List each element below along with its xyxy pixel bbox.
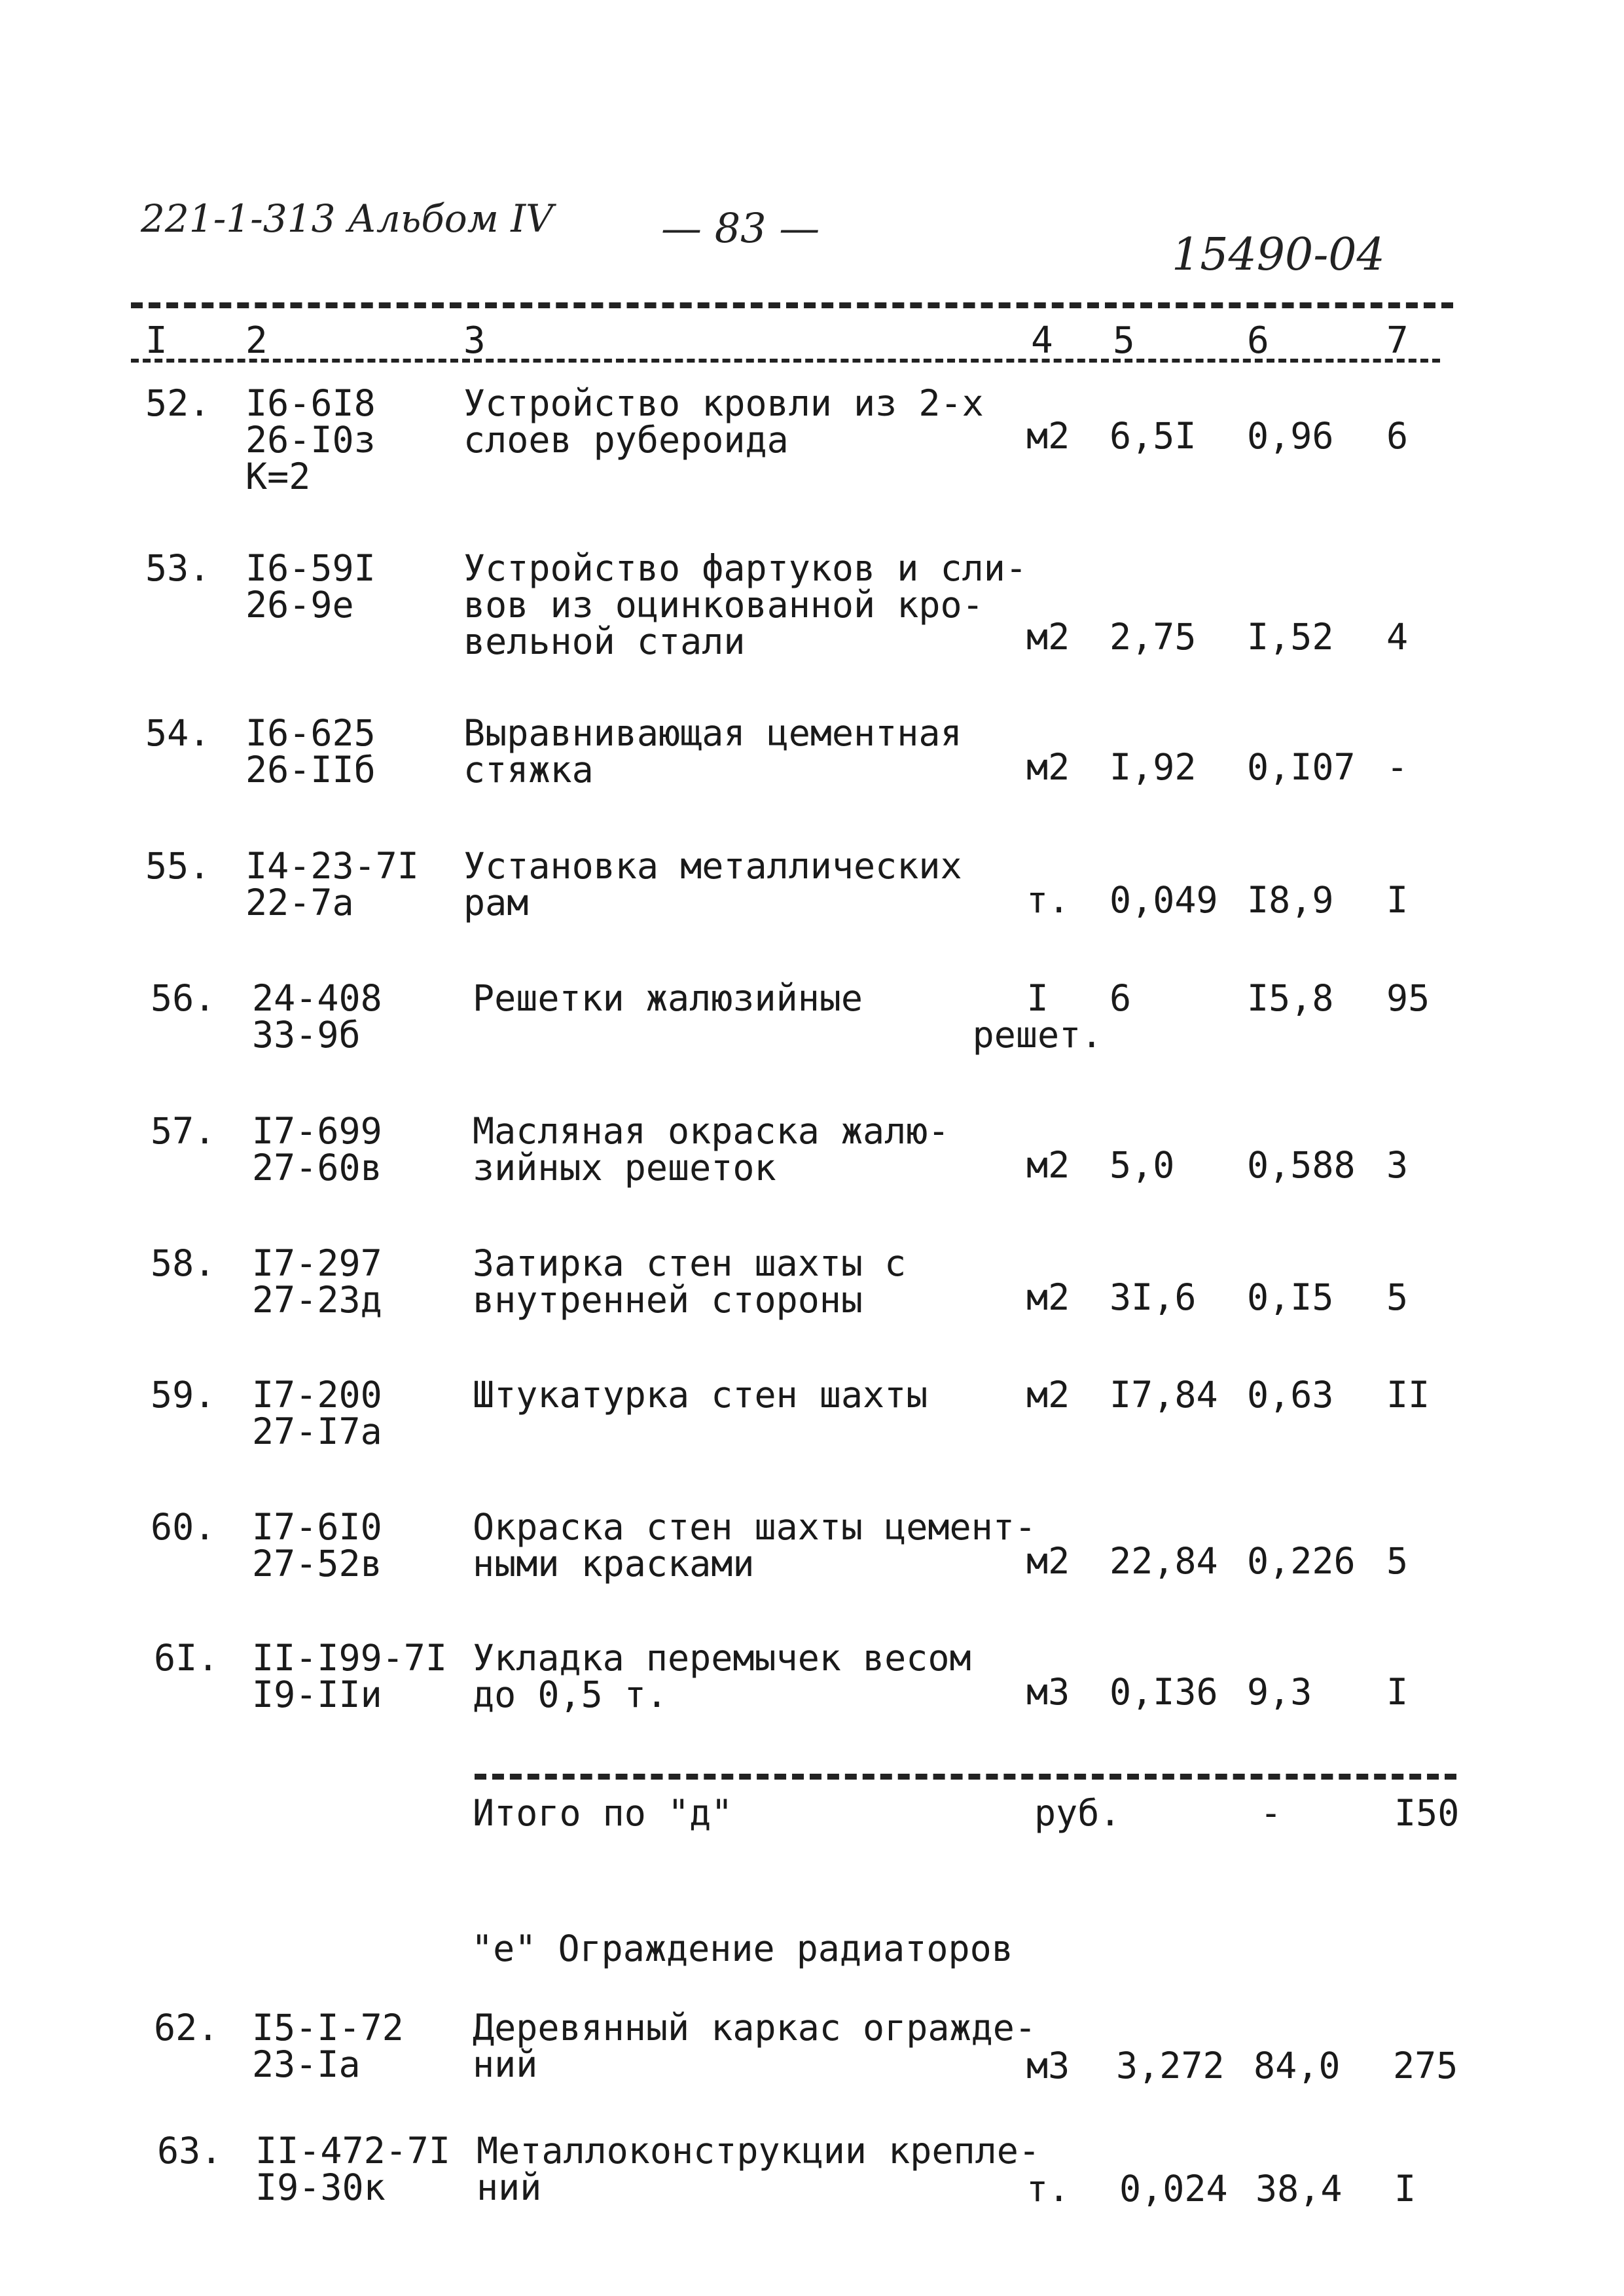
row-number: 59. [151, 1374, 216, 1416]
total-unit: руб. [1034, 1792, 1121, 1834]
unit: м2 [1026, 415, 1070, 457]
work-description: Масляная окраска жалю- зийных решеток [473, 1110, 950, 1189]
unit: м2 [1026, 616, 1070, 658]
quantity: 6 [1110, 977, 1132, 1019]
quantity: 0,I36 [1110, 1671, 1218, 1713]
work-description: Устройство кровли из 2-х слоев рубероида [463, 382, 984, 461]
norm-code: I5-I-72 23-Iа [252, 2007, 404, 2085]
total-cost: - [1386, 746, 1409, 788]
unit-price: 38,4 [1255, 2168, 1343, 2210]
quantity: 6,5I [1110, 415, 1197, 457]
unit-price: I,52 [1247, 616, 1334, 658]
row-number: 63. [157, 2130, 223, 2172]
unit: м2 [1026, 1540, 1070, 1582]
norm-code: I6-59I 26-9е [245, 547, 376, 626]
total-cost: I [1386, 1671, 1409, 1713]
unit: т. [1026, 2168, 1070, 2210]
unit: м2 [1026, 746, 1070, 788]
col-header-7: 7 [1386, 319, 1409, 362]
total-sum: I50 [1394, 1792, 1460, 1834]
row-number: 52. [145, 382, 211, 424]
work-description: Деревянный каркас огражде- ний [473, 2007, 1036, 2085]
unit: I решет. [972, 977, 1103, 1056]
work-description: Устройство фартуков и сли- вов из оцинкованной кро- вельной стали [463, 547, 1027, 662]
norm-code: I7-297 27-23д [252, 1242, 382, 1321]
row-number: 6I. [154, 1637, 219, 1679]
norm-code: I4-23-7I 22-7а [245, 845, 419, 924]
unit-price: 84,0 [1254, 2045, 1341, 2087]
norm-code: II-472-7I I9-30к [255, 2130, 451, 2208]
norm-code: I7-6I0 27-52в [252, 1506, 382, 1585]
row-number: 58. [151, 1242, 216, 1284]
work-description: Укладка перемычек весом до 0,5 т. [473, 1637, 971, 1715]
unit: м3 [1026, 1671, 1070, 1713]
quantity: 0,024 [1119, 2168, 1228, 2210]
quantity: 22,84 [1110, 1540, 1218, 1582]
unit-price: 0,I07 [1247, 746, 1356, 788]
quantity: 5,0 [1110, 1144, 1175, 1186]
row-number: 57. [151, 1110, 216, 1152]
norm-code: 24-408 33-9б [252, 977, 382, 1056]
unit-price: I8,9 [1247, 879, 1334, 921]
total-cost: 5 [1386, 1276, 1409, 1318]
work-description: Штукатурка стен шахты [473, 1374, 928, 1416]
top-divider [131, 302, 1453, 308]
work-description: Установка металлических рам [463, 845, 962, 924]
unit: т. [1026, 879, 1070, 921]
work-description: Окраска стен шахты цемент- ными красками [473, 1506, 1036, 1585]
col-header-5: 5 [1113, 319, 1135, 362]
quantity: I7,84 [1110, 1374, 1218, 1416]
quantity: 0,049 [1110, 879, 1218, 921]
work-description: Решетки жалюзийные [473, 977, 863, 1019]
norm-code: II-I99-7I I9-IIи [252, 1637, 448, 1715]
norm-code: I6-6I8 26-I0з К=2 [245, 382, 376, 497]
col-header-4: 4 [1031, 319, 1053, 362]
total-cost: II [1386, 1374, 1430, 1416]
col-header-3: 3 [463, 319, 486, 362]
col-header-1: I [145, 319, 168, 362]
total-divider [475, 1774, 1456, 1780]
unit-price: 9,3 [1247, 1671, 1312, 1713]
norm-code: I7-699 27-60в [252, 1110, 382, 1189]
total-cost: 95 [1386, 977, 1430, 1019]
unit-price: 0,226 [1247, 1540, 1356, 1582]
unit: м2 [1026, 1374, 1070, 1416]
header-underline [131, 359, 1440, 363]
work-description: Металлоконструкции крепле- ний [477, 2130, 1040, 2208]
registration-stamp: 15490-04 [1172, 229, 1385, 281]
quantity: 3,272 [1116, 2045, 1225, 2087]
unit-price: I5,8 [1247, 977, 1334, 1019]
norm-code: I7-200 27-I7а [252, 1374, 382, 1452]
col-header-2: 2 [245, 319, 268, 362]
total-cost: 275 [1393, 2045, 1458, 2087]
total-label: Итого по "д" [473, 1792, 733, 1834]
total-cost: 4 [1386, 616, 1409, 658]
quantity: 2,75 [1110, 616, 1197, 658]
work-description: Затирка стен шахты с внутренней стороны [473, 1242, 907, 1321]
total-cost: 5 [1386, 1540, 1409, 1582]
row-number: 60. [151, 1506, 216, 1548]
unit-price: 0,588 [1247, 1144, 1356, 1186]
row-number: 56. [151, 977, 216, 1019]
unit-price: 0,63 [1247, 1374, 1334, 1416]
work-description: Выравнивающая цементная стяжка [463, 712, 962, 791]
total-cost: I [1386, 879, 1409, 921]
unit-price: 0,96 [1247, 415, 1334, 457]
unit: м2 [1026, 1144, 1070, 1186]
total-cost: 6 [1386, 415, 1409, 457]
unit-price: 0,I5 [1247, 1276, 1334, 1318]
row-number: 62. [154, 2007, 219, 2049]
total-cost: I [1394, 2168, 1416, 2210]
unit: м2 [1026, 1276, 1070, 1318]
norm-code: I6-625 26-IIб [245, 712, 376, 791]
row-number: 55. [145, 845, 211, 887]
row-number: 54. [145, 712, 211, 754]
section-title: "е" Ограждение радиаторов [471, 1928, 1013, 1969]
quantity: I,92 [1110, 746, 1197, 788]
document-code: 221-1-313 Альбом IV [141, 196, 554, 241]
total-cost: 3 [1386, 1144, 1409, 1186]
col-header-6: 6 [1247, 319, 1269, 362]
row-number: 53. [145, 547, 211, 589]
total-price: - [1260, 1792, 1282, 1834]
page-number: — 83 — [661, 204, 820, 252]
quantity: 3I,6 [1110, 1276, 1197, 1318]
unit: м3 [1026, 2045, 1070, 2087]
